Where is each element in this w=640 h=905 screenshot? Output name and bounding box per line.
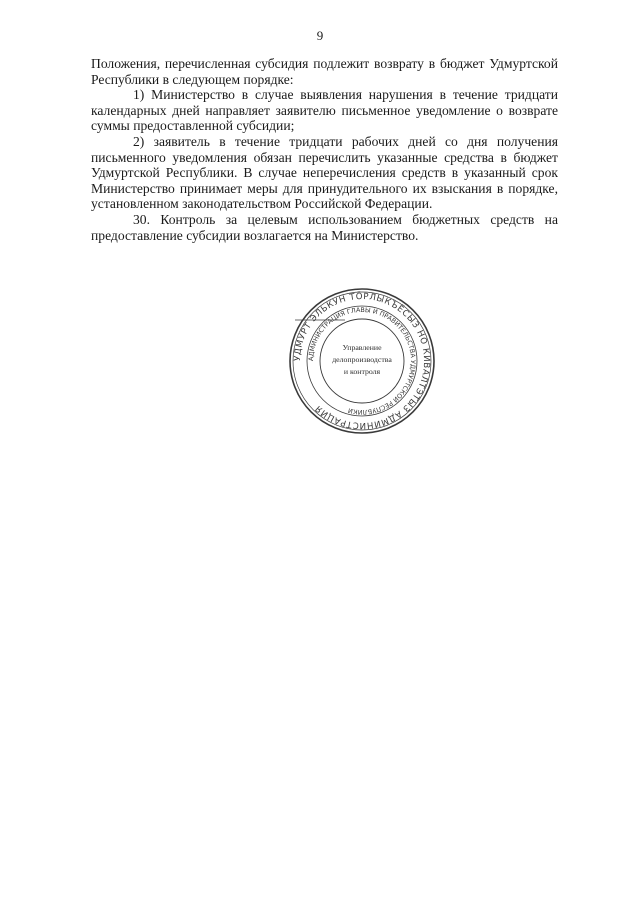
paragraph-item-2: 2) заявитель в течение тридцати рабочих дней со дня получения письменного уведомления обязан перечислить указанные средства в бюджет Удмуртской Республики. В случае неперечисления средств в указанный срок Министерство принимает меры для принудительного их взыскания в порядке, установленном законодательством Российской Федерации. [91, 133, 558, 212]
paragraph-continuation: Положения, перечисленная субсидия подлежит возврату в бюджет Удмуртской Республики в следующем порядке: [91, 56, 558, 87]
official-seal-stamp [287, 286, 437, 436]
page-number: 9 [316, 28, 324, 43]
seal-center-line-2: делопроизводства [332, 355, 392, 364]
paragraph-item-1: 1) Министерство в случае выявления нарушения в течение тридцати календарных дней направляет заявителю письменное уведомление о возврате суммы предоставленной субсидии; [91, 87, 558, 134]
seal-center-line-1: Управление [342, 343, 382, 352]
document-body [91, 56, 558, 243]
seal-inner-textpath: АДМИНИСТРАЦИЯ ГЛАВЫ И ПРАВИТЕЛЬСТВА УДМУРТСКОЙ РЕСПУБЛИКИ [306, 305, 418, 417]
paragraph-clause-30: 30. Контроль за целевым использованием бюджетных средств на предоставление субсидии возлагается на Министерство. [91, 211, 558, 243]
seal-outer-textpath: УДМУРТ ЭЛЬКУН ТӦРЛЫКЪЁСЫЗ НО КИВАЛТЭТЫЗ АДМИНИСТРАЦИЯ [292, 291, 432, 431]
seal-center-line-3: и контроля [343, 367, 381, 376]
seal-graphic [287, 286, 437, 436]
